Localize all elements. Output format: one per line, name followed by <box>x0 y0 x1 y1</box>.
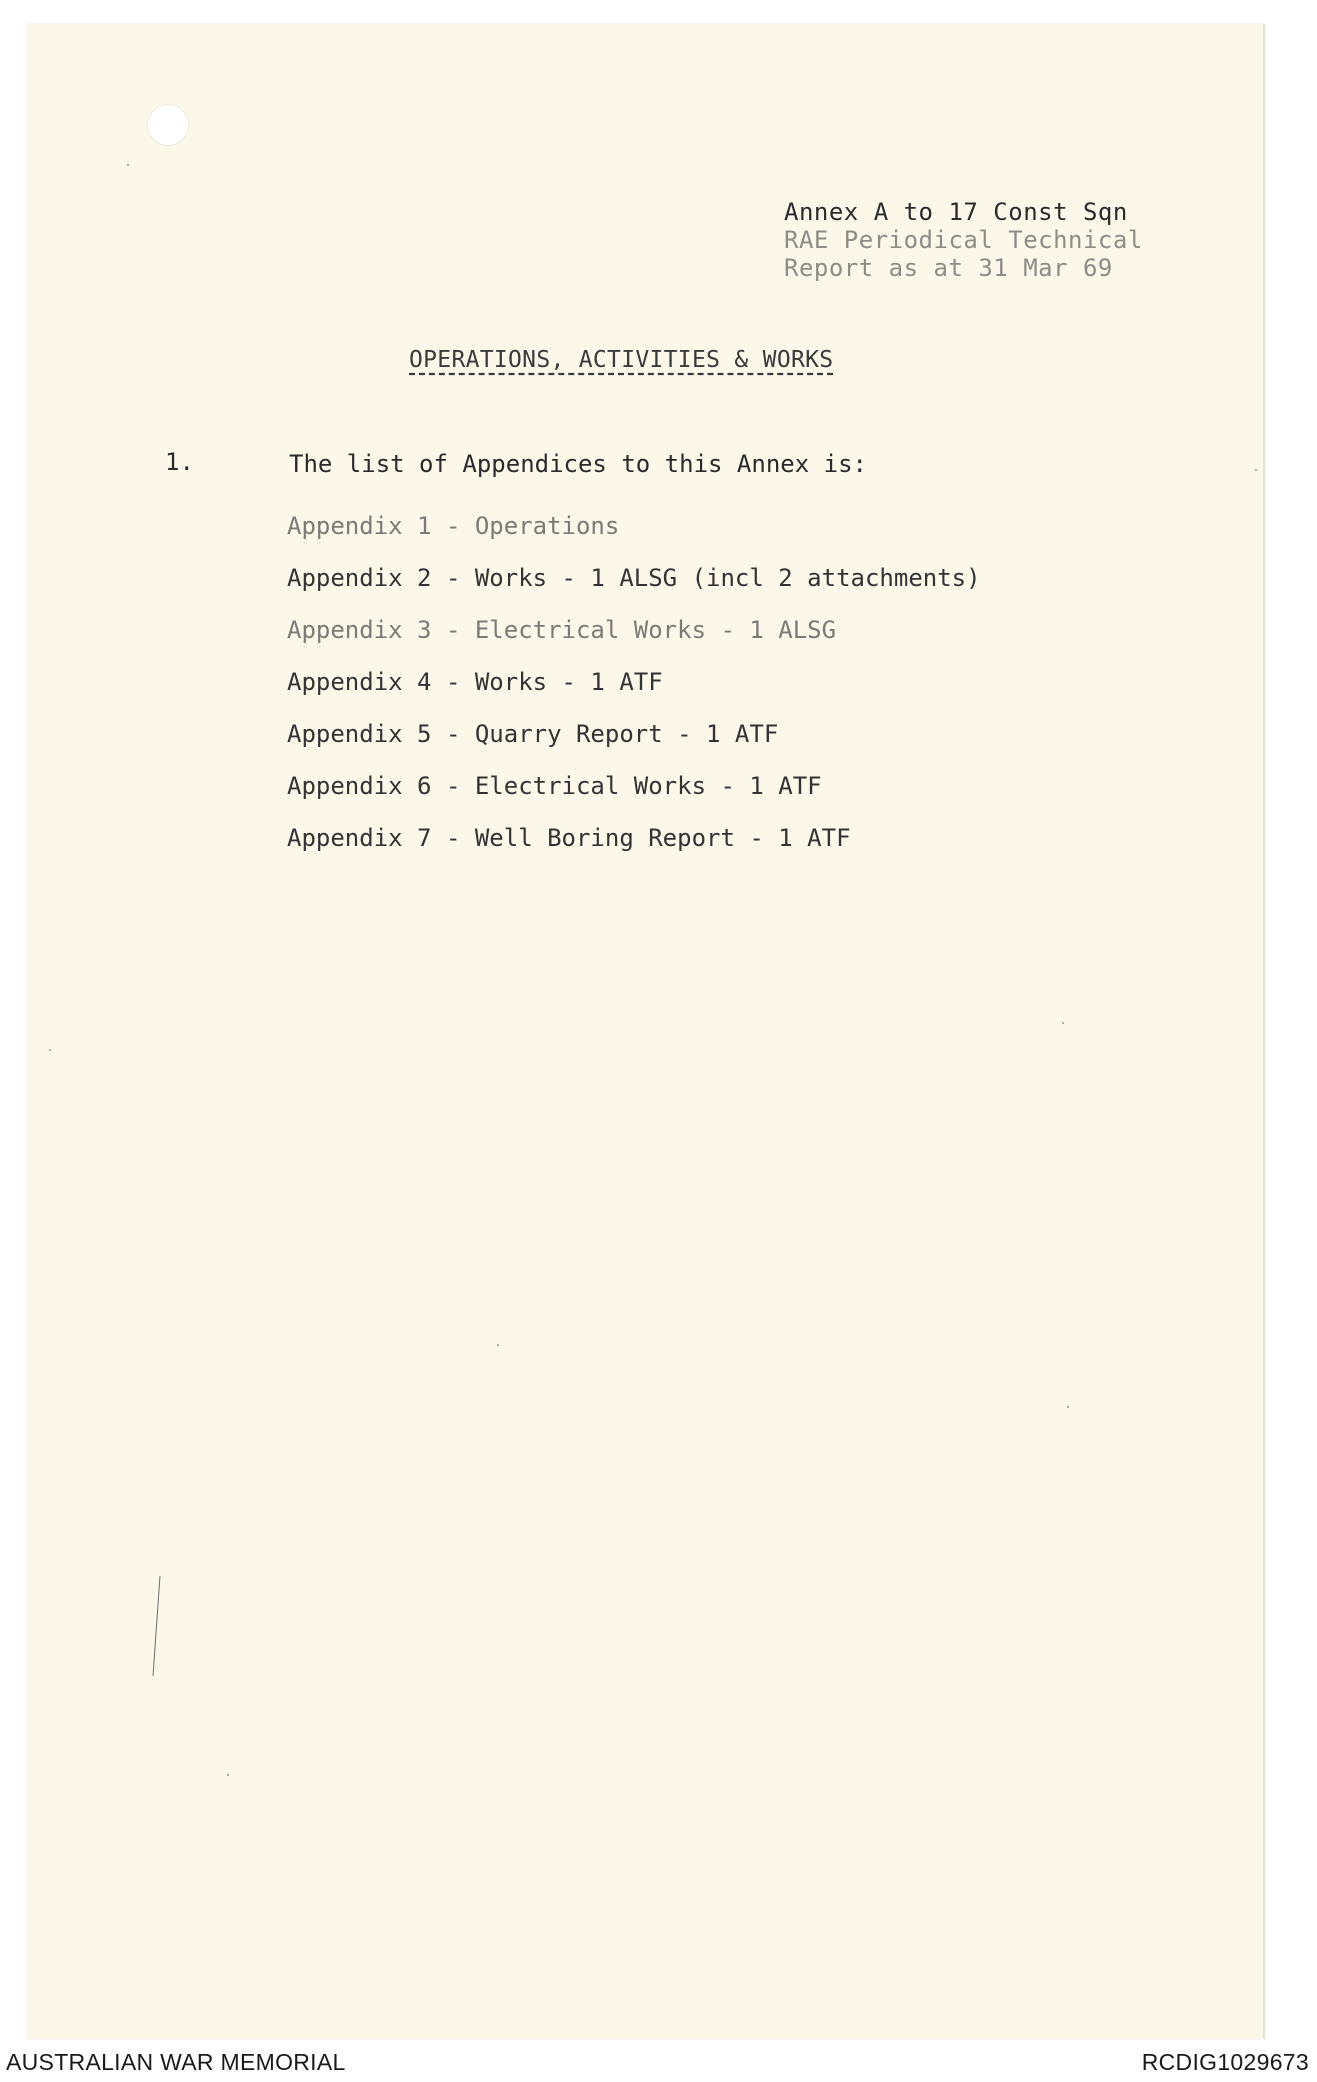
intro-text: The list of Appendices to this Annex is: <box>289 450 867 478</box>
appendix-item-4: Appendix 4 - Works - 1 ATF <box>287 668 663 696</box>
document-page <box>27 24 1265 2039</box>
paper-speck <box>227 1774 229 1776</box>
appendix-item-2: Appendix 2 - Works - 1 ALSG (incl 2 attachments) <box>287 564 981 592</box>
appendix-list <box>287 500 981 864</box>
appendix-item-1: Appendix 1 - Operations <box>287 512 620 540</box>
annex-header-line-3: Report as at 31 Mar 69 <box>784 254 1113 282</box>
appendix-item-3: Appendix 3 - Electrical Works - 1 ALSG <box>287 616 837 644</box>
punch-hole <box>147 104 189 146</box>
section-title: OPERATIONS, ACTIVITIES & WORKS <box>409 347 834 373</box>
appendix-item-6: Appendix 6 - Electrical Works - 1 ATF <box>287 772 822 800</box>
annex-header-line-1: Annex A to 17 Const Sqn <box>784 198 1128 226</box>
paper-speck <box>1062 1022 1064 1024</box>
annex-header <box>784 198 1143 282</box>
paper-speck <box>127 164 129 166</box>
footer-reference: RCDIG1029673 <box>1141 2049 1309 2075</box>
paper-speck <box>49 1049 51 1051</box>
appendix-item-7: Appendix 7 - Well Boring Report - 1 ATF <box>287 824 851 852</box>
appendix-item-5: Appendix 5 - Quarry Report - 1 ATF <box>287 720 779 748</box>
paper-speck <box>497 1344 499 1346</box>
pencil-mark <box>153 1576 161 1676</box>
paragraph-number: 1. <box>165 448 194 476</box>
paper-speck <box>1255 469 1257 471</box>
footer-source: AUSTRALIAN WAR MEMORIAL <box>6 2049 346 2075</box>
annex-header-line-2: RAE Periodical Technical <box>784 226 1143 254</box>
paper-speck <box>1067 1406 1069 1408</box>
